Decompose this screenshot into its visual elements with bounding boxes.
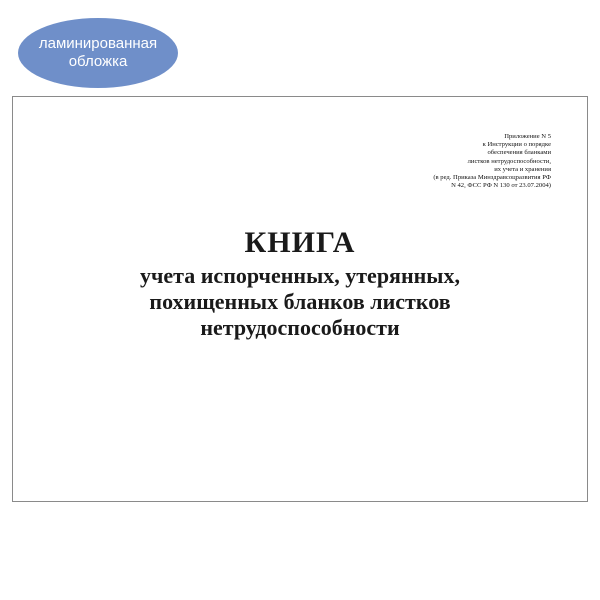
appendix-line: обеспечения бланками	[487, 149, 551, 157]
laminated-cover-badge	[18, 18, 178, 88]
appendix-line: их учета и хранения	[494, 165, 551, 173]
badge-line-1: ламинированная	[38, 35, 158, 52]
appendix-line: листков нетрудоспособности,	[467, 157, 551, 165]
cover-title-block	[13, 225, 587, 341]
subtitle-line: учета испорченных, утерянных,	[140, 263, 460, 288]
appendix-line: Приложение N 5	[504, 133, 551, 140]
book-cover	[12, 96, 588, 502]
subtitle-line: нетрудоспособности	[200, 315, 400, 340]
appendix-line: N 42, ФСС РФ N 130 от 23.07.2004)	[451, 182, 551, 190]
appendix-line: (в ред. Приказа Минздравсоцразвития РФ	[433, 174, 551, 182]
appendix-note	[361, 133, 551, 190]
subtitle-line: похищенных бланков листков	[149, 289, 451, 314]
cover-subtitle	[13, 263, 587, 341]
badge-line-2: обложка	[68, 53, 128, 70]
cover-title: КНИГА	[244, 226, 356, 259]
appendix-line: к Инструкции о порядке	[482, 141, 551, 149]
